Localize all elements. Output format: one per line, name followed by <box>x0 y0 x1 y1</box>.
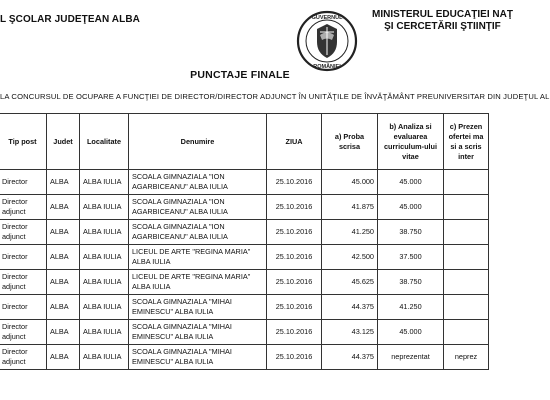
cell-analiza-cv: 45.000 <box>378 320 444 345</box>
cell-prezentare <box>444 295 489 320</box>
cell-prezentare <box>444 270 489 295</box>
cell-judet: ALBA <box>47 270 80 295</box>
cell-tip-post: Director adjunct <box>0 345 47 370</box>
cell-judet: ALBA <box>47 345 80 370</box>
ministry-line-2: ŞI CERCETĂRII ŞTIINŢIF <box>384 21 501 32</box>
cell-proba-scrisa: 44.375 <box>322 295 378 320</box>
cell-judet: ALBA <box>47 195 80 220</box>
cell-localitate: ALBA IULIA <box>80 170 129 195</box>
cell-ziua: 25.10.2016 <box>267 345 322 370</box>
cell-ziua: 25.10.2016 <box>267 295 322 320</box>
cell-prezentare <box>444 320 489 345</box>
table-row <box>0 195 489 220</box>
header-ziua: ZIUA <box>267 114 322 170</box>
cell-localitate: ALBA IULIA <box>80 195 129 220</box>
cell-analiza-cv: 37.500 <box>378 245 444 270</box>
header-judet: Judet <box>47 114 80 170</box>
document-title: PUNCTAJE FINALE <box>190 69 290 81</box>
cell-ziua: 25.10.2016 <box>267 270 322 295</box>
table-row <box>0 220 489 245</box>
header-localitate: Localitate <box>80 114 129 170</box>
header-tip-post: Tip post <box>0 114 47 170</box>
cell-judet: ALBA <box>47 320 80 345</box>
cell-proba-scrisa: 43.125 <box>322 320 378 345</box>
emblem-bottom-text: ROMÂNIEI <box>313 64 341 70</box>
cell-ziua: 25.10.2016 <box>267 195 322 220</box>
cell-tip-post: Director <box>0 170 47 195</box>
table-header-row <box>0 114 489 170</box>
cell-proba-scrisa: 41.875 <box>322 195 378 220</box>
ministry-header <box>372 9 513 33</box>
cell-prezentare: neprez <box>444 345 489 370</box>
inspectorate-header: L ŞCOLAR JUDEŢEAN ALBA <box>0 14 140 25</box>
header-analiza-cv: b) Analiza si evaluarea curriculum-ului vitae <box>378 114 444 170</box>
cell-tip-post: Director adjunct <box>0 195 47 220</box>
cell-localitate: ALBA IULIA <box>80 220 129 245</box>
cell-analiza-cv: 38.750 <box>378 270 444 295</box>
results-table <box>0 113 489 370</box>
cell-judet: ALBA <box>47 170 80 195</box>
cell-prezentare <box>444 220 489 245</box>
table-row <box>0 295 489 320</box>
table-row <box>0 320 489 345</box>
cell-localitate: ALBA IULIA <box>80 270 129 295</box>
cell-denumire: SCOALA GIMNAZIALA "MIHAI EMINESCU" ALBA IULIA <box>129 320 267 345</box>
emblem-top-text: GUVERNUL <box>311 15 343 21</box>
cell-analiza-cv: 38.750 <box>378 220 444 245</box>
cell-proba-scrisa: 44.375 <box>322 345 378 370</box>
cell-judet: ALBA <box>47 295 80 320</box>
cell-localitate: ALBA IULIA <box>80 295 129 320</box>
cell-tip-post: Director adjunct <box>0 320 47 345</box>
table-row <box>0 170 489 195</box>
cell-localitate: ALBA IULIA <box>80 320 129 345</box>
cell-prezentare <box>444 195 489 220</box>
cell-tip-post: Director <box>0 245 47 270</box>
cell-judet: ALBA <box>47 245 80 270</box>
cell-analiza-cv: 41.250 <box>378 295 444 320</box>
cell-denumire: SCOALA GIMNAZIALA "ION AGARBICEANU" ALBA IULIA <box>129 170 267 195</box>
cell-analiza-cv: neprezentat <box>378 345 444 370</box>
cell-judet: ALBA <box>47 220 80 245</box>
cell-proba-scrisa: 41.250 <box>322 220 378 245</box>
cell-localitate: ALBA IULIA <box>80 245 129 270</box>
cell-analiza-cv: 45.000 <box>378 170 444 195</box>
ministry-line-1: MINISTERUL EDUCAŢIEI NAŢ <box>372 9 513 20</box>
cell-tip-post: Director <box>0 295 47 320</box>
cell-denumire: SCOALA GIMNAZIALA "ION AGARBICEANU" ALBA IULIA <box>129 195 267 220</box>
cell-proba-scrisa: 42.500 <box>322 245 378 270</box>
cell-denumire: LICEUL DE ARTE "REGINA MARIA" ALBA IULIA <box>129 245 267 270</box>
government-emblem-seal <box>296 10 358 72</box>
cell-prezentare <box>444 170 489 195</box>
cell-ziua: 25.10.2016 <box>267 320 322 345</box>
cell-ziua: 25.10.2016 <box>267 170 322 195</box>
header-prezentare: c) Prezen ofertei ma si a scris inter <box>444 114 489 170</box>
cell-localitate: ALBA IULIA <box>80 345 129 370</box>
cell-denumire: SCOALA GIMNAZIALA "MIHAI EMINESCU" ALBA IULIA <box>129 345 267 370</box>
cell-analiza-cv: 45.000 <box>378 195 444 220</box>
cell-proba-scrisa: 45.000 <box>322 170 378 195</box>
cell-denumire: SCOALA GIMNAZIALA "MIHAI EMINESCU" ALBA IULIA <box>129 295 267 320</box>
table-row <box>0 345 489 370</box>
cell-prezentare <box>444 245 489 270</box>
cell-denumire: LICEUL DE ARTE "REGINA MARIA" ALBA IULIA <box>129 270 267 295</box>
cell-denumire: SCOALA GIMNAZIALA "ION AGARBICEANU" ALBA IULIA <box>129 220 267 245</box>
cell-tip-post: Director adjunct <box>0 220 47 245</box>
header-proba-scrisa: a) Proba scrisa <box>322 114 378 170</box>
document-subtitle: LA CONCURSUL DE OCUPARE A FUNCŢIEI DE DIRECTOR/DIRECTOR ADJUNCT ÎN UNITĂŢILE DE ÎNVĂŢĂMÂNT PREUNIVERSITAR DIN JUDEŢUL AL <box>0 92 550 101</box>
cell-proba-scrisa: 45.625 <box>322 270 378 295</box>
table-row <box>0 270 489 295</box>
table-row <box>0 245 489 270</box>
cell-ziua: 25.10.2016 <box>267 245 322 270</box>
cell-ziua: 25.10.2016 <box>267 220 322 245</box>
header-denumire: Denumire <box>129 114 267 170</box>
cell-tip-post: Director adjunct <box>0 270 47 295</box>
